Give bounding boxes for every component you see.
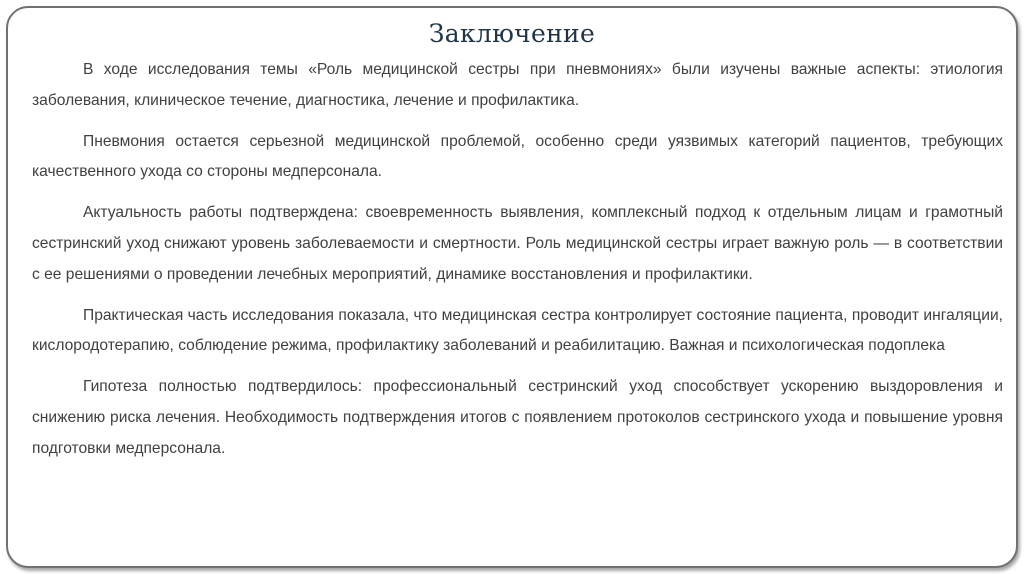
- paragraph-3: Актуальность работы подтверждена: своевременность выявления, комплексный подход к отдельным лицам и грамотный сестринский уход снижают уровень заболеваемости и смертности. Роль медицинской сестры играет важную роль — в соответствии с ее решениями о проведении лечебных мероприятий, динамике восстановления и профилактики.: [32, 204, 1003, 283]
- slide-title: Заключение: [428, 19, 596, 48]
- paragraph-4: Практическая часть исследования показала, что медицинская сестра контролирует состояние пациента, проводит ингаляции, кислородотерапию, соблюдение режима, профилактику заболеваний и реабилитацию. Важная и психологическая подоплека: [32, 306, 1003, 355]
- paragraph-2: Пневмония остается серьезной медицинской проблемой, особенно среди уязвимых категорий пациентов, требующих качественного ухода со стороны медперсонала.: [32, 132, 1003, 181]
- slide-body: [32, 55, 1003, 475]
- paragraph-1: В ходе исследования темы «Роль медицинской сестры при пневмониях» были изучены важные аспекты: этиология заболевания, клиническое течение, диагностика, лечение и профилактика.: [32, 61, 1003, 109]
- paragraph-5: Гипотеза полностью подтвердилось: профессиональный сестринский уход способствует ускорению выздоровления и снижению риска лечения. Необходимость подтверждения итогов с появлением протоколов сестринского ухода и повышение уровня подготовки медперсонала.: [32, 378, 1003, 457]
